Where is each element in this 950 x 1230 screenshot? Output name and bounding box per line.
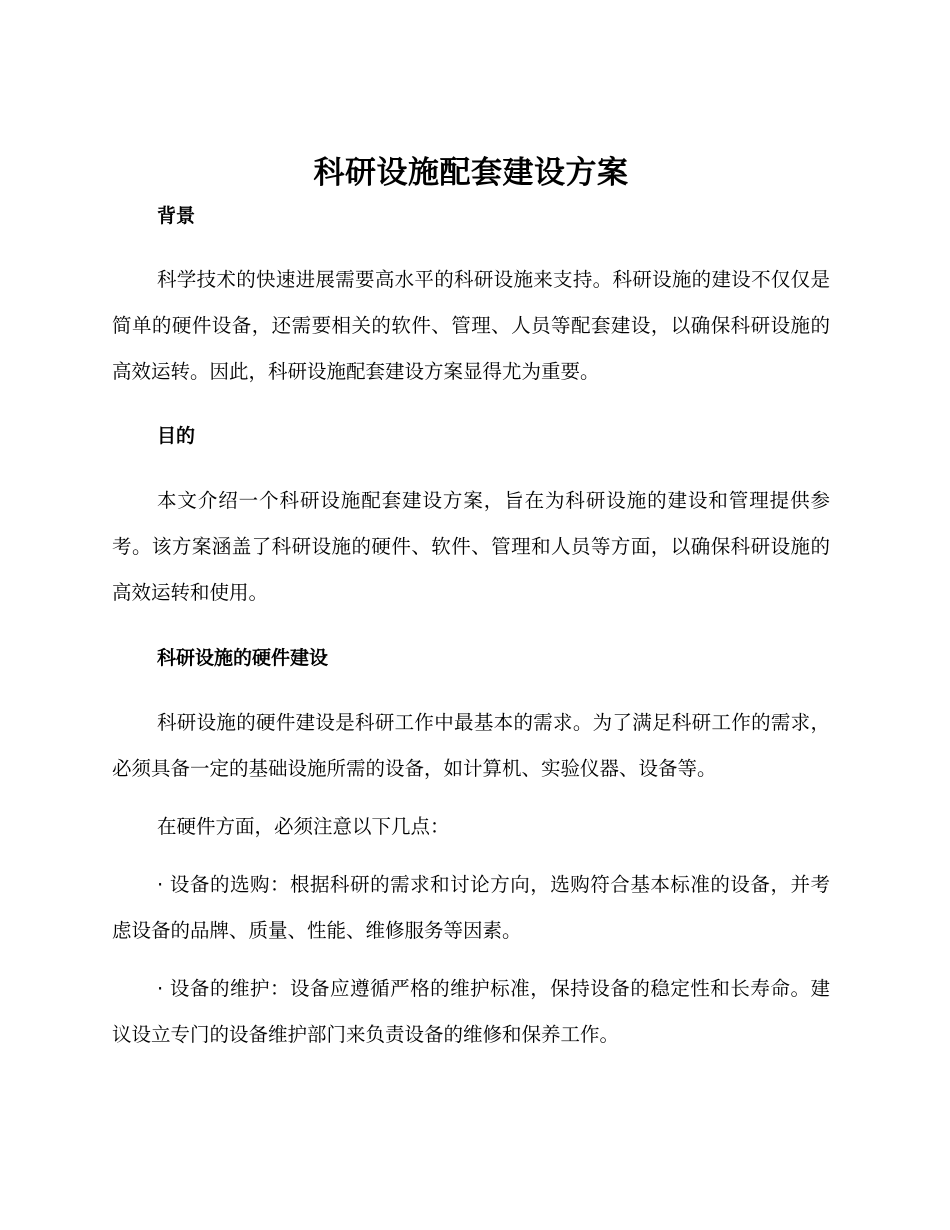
list-item-equipment-purchase: · 设备的选购：根据科研的需求和讨论方向，选购符合基本标准的设备，并考虑设备的品牌、质量、性能、维修服务等因素。 [112,873,830,942]
section-heading-hardware: 科研设施的硬件建设 [157,647,329,669]
list-item-equipment-maintenance: · 设备的维护：设备应遵循严格的维护标准，保持设备的稳定性和长寿命。建议设立专门的设备维护部门来负责设备的维修和保养工作。 [112,977,830,1046]
paragraph-hardware-intro: 科研设施的硬件建设是科研工作中最基本的需求。为了满足科研工作的需求，必须具备一定的基础设施所需的设备，如计算机、实验仪器、设备等。 [112,711,830,780]
section-heading-purpose: 目的 [157,425,196,447]
paragraph-background: 科学技术的快速进展需要高水平的科研设施来支持。科研设施的建设不仅仅是简单的硬件设备，还需要相关的软件、管理、人员等配套建设，以确保科研设施的高效运转。因此，科研设施配套建设方案显得尤为重要。 [112,268,830,383]
section-heading-background: 背景 [157,205,196,227]
document-title: 科研设施配套建设方案 [313,155,629,191]
paragraph-purpose: 本文介绍一个科研设施配套建设方案，旨在为科研设施的建设和管理提供参考。该方案涵盖了科研设施的硬件、软件、管理和人员等方面，以确保科研设施的高效运转和使用。 [112,489,830,604]
document-page [112,150,830,1058]
paragraph-hardware-notes: 在硬件方面，必须注意以下几点： [157,815,450,838]
